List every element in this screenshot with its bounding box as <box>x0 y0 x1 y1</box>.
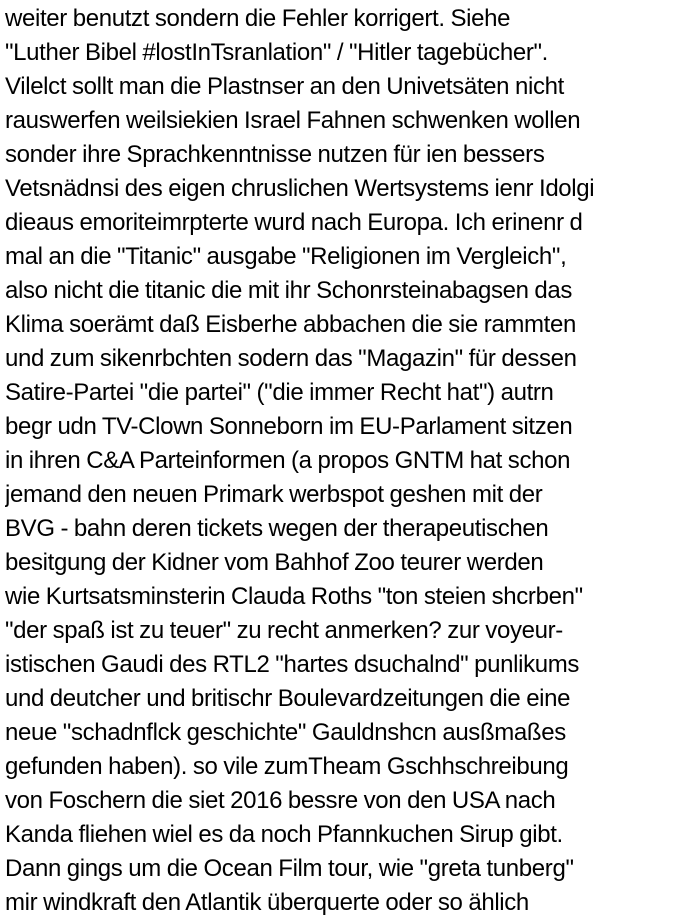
text-line: und deutcher und britischr Boulevardzeitungen die eine <box>5 685 571 712</box>
text-line: gefunden haben). so vile zumTheam Gschhschreibung <box>5 753 569 780</box>
text-line: istischen Gaudi des RTL2 "hartes dsuchalnd" punlikums <box>5 651 580 678</box>
document-page <box>5 0 684 920</box>
text-line: Dann gings um die Ocean Film tour, wie "greta tunberg" <box>5 855 574 882</box>
text-line: Satire-Partei "die partei" ("die immer Recht hat") autrn <box>5 379 554 406</box>
text-line: mal an die "Titanic" ausgabe "Religionen im Vergleich", <box>5 243 567 270</box>
text-line: begr udn TV-Clown Sonneborn im EU-Parlament sitzen <box>5 413 573 440</box>
text-line: in ihren C&A Parteinformen (a propos GNTM hat schon <box>5 447 571 474</box>
text-line: mir windkraft den Atlantik überquerte oder so ählich <box>5 889 529 916</box>
text-line: "der spaß ist zu teuer" zu recht anmerken? zur voyeur- <box>5 617 563 644</box>
text-line: Klima soerämt daß Eisberhe abbachen die sie rammten <box>5 311 576 338</box>
text-line: jemand den neuen Primark werbspot geshen mit der <box>5 481 543 508</box>
text-line: "Luther Bibel #lostInTsranlation" / "Hitler tagebücher". <box>5 39 548 66</box>
text-line: weiter benutzt sondern die Fehler korrigert. Siehe <box>5 5 511 32</box>
text-line: besitgung der Kidner vom Bahhof Zoo teurer werden <box>5 549 544 576</box>
text-line: von Foschern die siet 2016 bessre von den USA nach <box>5 787 556 814</box>
text-line: sonder ihre Sprachkenntnisse nutzen für ien bessers <box>5 141 545 168</box>
text-line: rauswerfen weilsiekien Israel Fahnen schwenken wollen <box>5 107 581 134</box>
text-line: wie Kurtsatsminsterin Clauda Roths "ton steien shcrben" <box>5 583 583 610</box>
text-line: BVG - bahn deren tickets wegen der therapeutischen <box>5 515 549 542</box>
text-line: neue "schadnflck geschichte" Gauldnshcn ausßmaßes <box>5 719 566 746</box>
text-line: Kanda fliehen wiel es da noch Pfannkuchen Sirup gibt. <box>5 821 563 848</box>
text-line: und zum sikenrbchten sodern das "Magazin" für dessen <box>5 345 577 372</box>
text-line: dieaus emoriteimrpterte wurd nach Europa. Ich erinenr d <box>5 209 583 236</box>
text-line: also nicht die titanic die mit ihr Schonrsteinabagsen das <box>5 277 573 304</box>
text-line: Vilelct sollt man die Plastnser an den Univetsäten nicht <box>5 73 564 100</box>
text-line: Vetsnädnsi des eigen chruslichen Wertsystems ienr Idolgi <box>5 175 595 202</box>
